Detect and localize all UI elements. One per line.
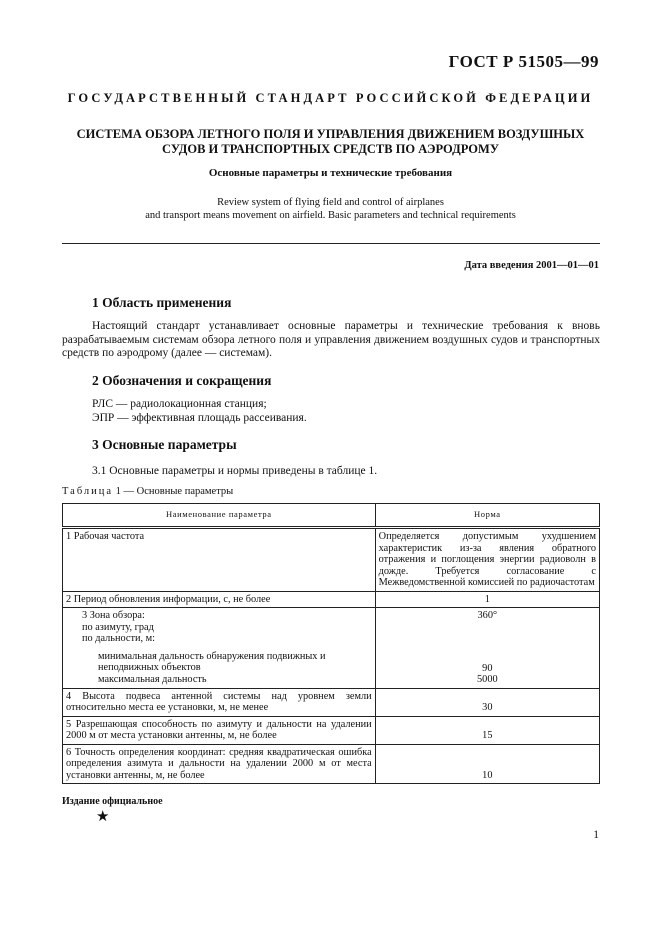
row-4-value: 30 — [375, 688, 599, 716]
section-1-text — [62, 320, 600, 361]
english-title-line-2: and transport means movement on airfield. Basic parameters and technical requirements — [145, 210, 516, 221]
row-1-name: 1 Рабочая частота — [63, 528, 376, 592]
table-caption-rest: 1 — Основные параметры — [113, 486, 234, 497]
column-header-parameter: Наименование параметра — [63, 504, 376, 528]
official-edition-label: Издание официальное — [62, 796, 163, 807]
row-4-name: 4 Высота подвеса антенной системы над уровнем земли относительно места ее установки, м, не менее — [63, 688, 376, 716]
table-caption — [62, 486, 233, 497]
gov-standard-title: ГОСУДАРСТВЕННЫЙ СТАНДАРТ РОССИЙСКОЙ ФЕДЕРАЦИИ — [67, 91, 594, 105]
standard-title-line-2: СУДОВ И ТРАНСПОРТНЫХ СРЕДСТВ ПО АЭРОДРОМУ — [162, 142, 499, 156]
abbreviation-rls: РЛС — радиолокационная станция; — [92, 398, 267, 410]
table-caption-prefix: Таблица — [62, 486, 114, 497]
title-divider — [62, 243, 600, 244]
english-title — [60, 196, 601, 222]
row-5-name: 5 Разрешающая способность по азимуту и дальности на удалении 2000 м от места установки антенны, м, не более — [63, 716, 376, 744]
table-row — [63, 591, 600, 608]
row-3-min-range: минимальная дальность обнаружения подвижных и неподвижных объектов — [98, 650, 326, 673]
english-title-line-1: Review system of flying field and control of airplanes — [217, 197, 444, 208]
row-1-value: Определяется допустимым ухудшением характеристик из-за явления обратного отражения и поглощения энергии радиоволн в дожде. Требуется согласование с Межведомственной комиссией по радиочастотам — [375, 528, 599, 592]
page-number: 1 — [593, 829, 599, 841]
section-1-text-content: Настоящий стандарт устанавливает основные параметры и технические требования к вновь разрабатываемым системам обзора летного поля и управления движением воздушных судов и транспортных средств по аэродрому (далее — системам). — [62, 320, 600, 359]
section-2-heading: 2 Обозначения и сокращения — [92, 373, 272, 388]
star-icon: ★ — [96, 809, 110, 825]
row-3-azimuth: по азимуту, град — [82, 621, 154, 633]
row-6-value: 10 — [375, 744, 599, 784]
parameters-table — [62, 503, 600, 784]
row-2-value: 1 — [375, 591, 599, 608]
table-row — [63, 688, 600, 716]
row-6-name: 6 Точность определения координат: средняя квадратическая ошибка определения азимута и дальности на удалении 2000 м от места установки антенны, м, не более — [63, 744, 376, 784]
standard-subtitle: Основные параметры и технические требования — [208, 167, 453, 179]
row-2-name: 2 Период обновления информации, с, не более — [63, 591, 376, 608]
table-row — [63, 744, 600, 784]
row-5-value: 15 — [375, 716, 599, 744]
row-3-title: 3 Зона обзора: — [82, 610, 145, 621]
row-3-values — [375, 608, 599, 689]
column-header-norm: Норма — [375, 504, 599, 528]
table-row — [63, 528, 600, 592]
standard-title — [60, 127, 601, 157]
table-row — [63, 608, 600, 689]
row-3-name — [63, 608, 376, 689]
table-header-row — [63, 504, 600, 528]
section-1-heading: 1 Область применения — [92, 295, 232, 310]
standard-title-line-1: СИСТЕМА ОБЗОРА ЛЕТНОГО ПОЛЯ И УПРАВЛЕНИЯ ДВИЖЕНИЕМ ВОЗДУШНЫХ — [76, 127, 585, 141]
row-3-max-value: 5000 — [477, 674, 498, 685]
document-code: ГОСТ Р 51505—99 — [448, 52, 599, 71]
section-3-text: 3.1 Основные параметры и нормы приведены в таблице 1. — [92, 465, 378, 477]
row-3-range: по дальности, м: — [82, 633, 155, 644]
row-3-max-range: максимальная дальность — [98, 673, 207, 685]
introduction-date: Дата введения 2001—01—01 — [464, 260, 599, 271]
section-3-heading: 3 Основные параметры — [92, 437, 237, 452]
abbreviation-epr: ЭПР — эффективная площадь рассеивания. — [92, 412, 307, 424]
row-3-min-value: 90 — [482, 662, 493, 674]
row-3-azimuth-value: 360° — [477, 610, 498, 621]
table-row — [63, 716, 600, 744]
